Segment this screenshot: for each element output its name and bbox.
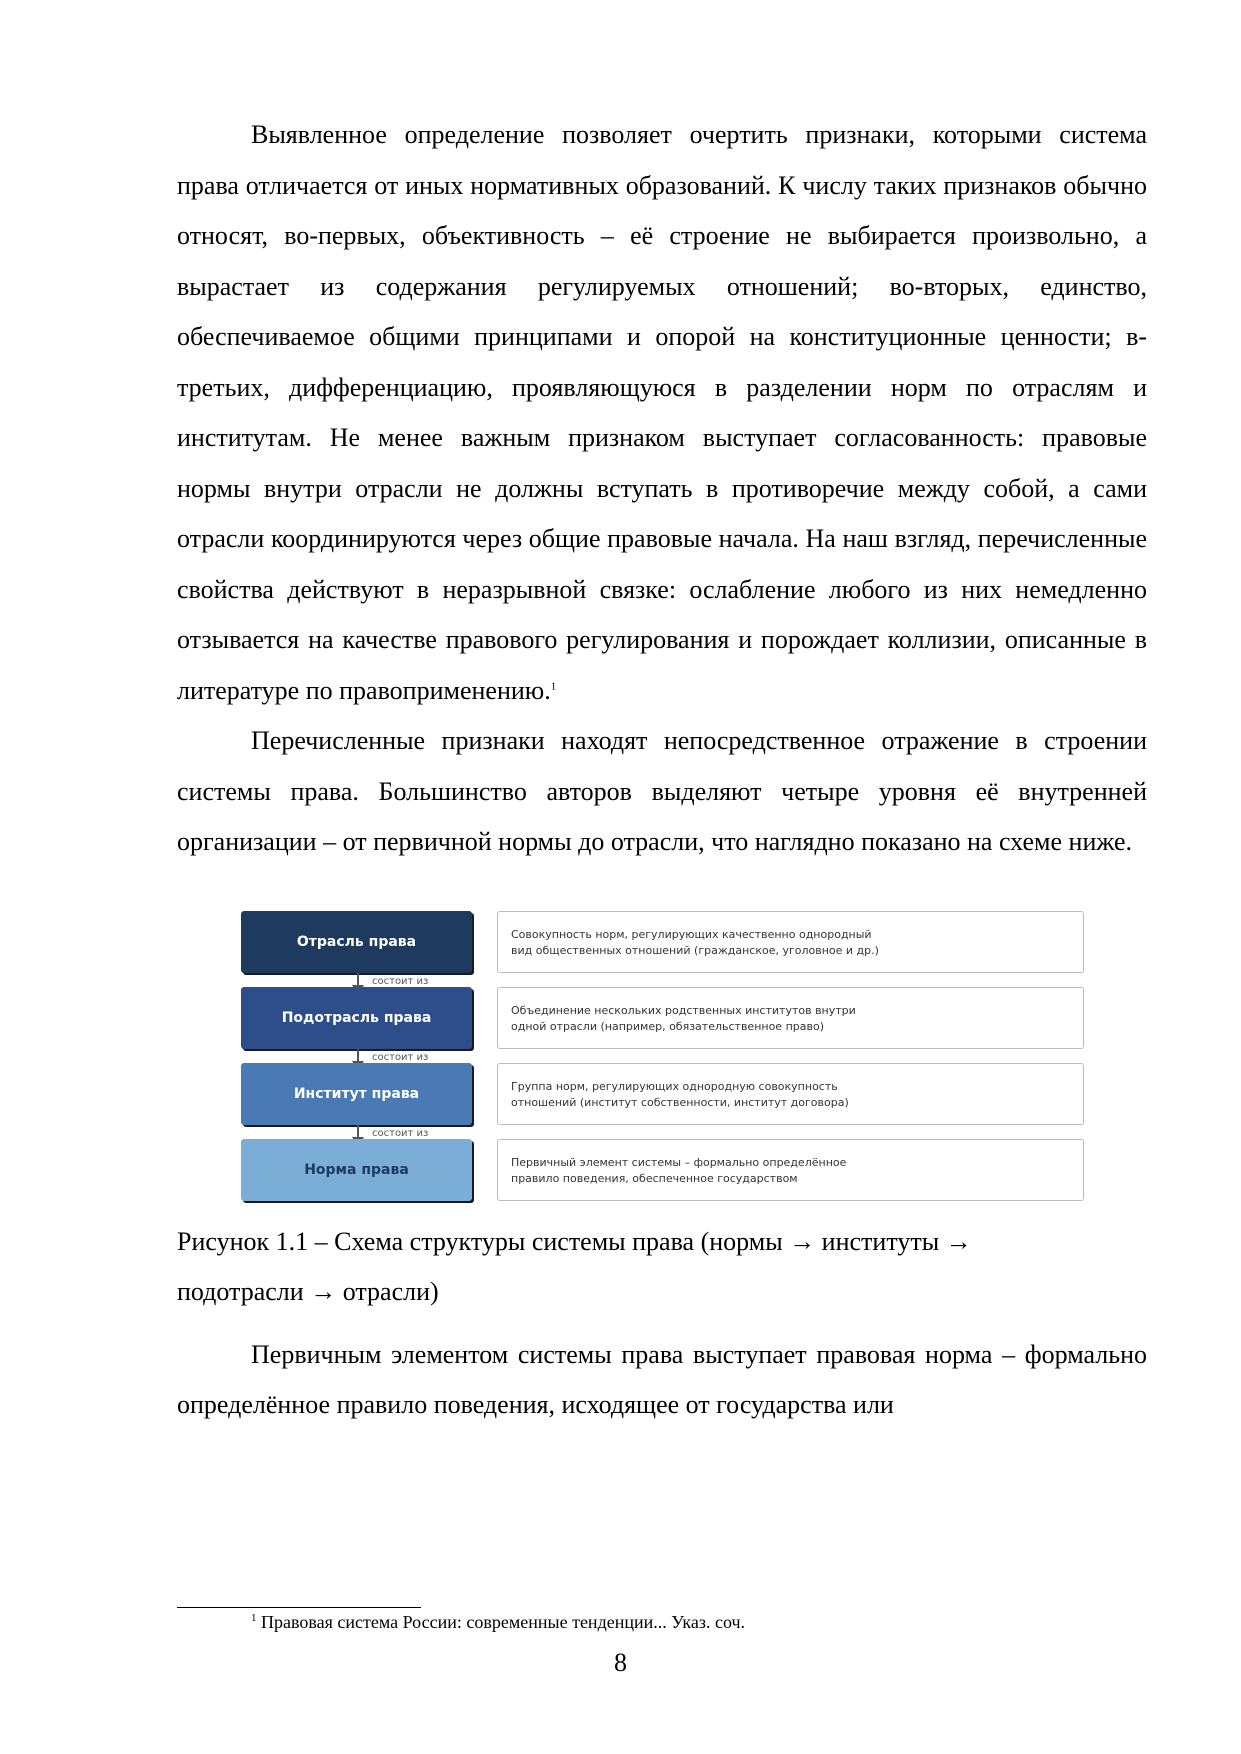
level-box-branch: Отрасль права xyxy=(241,911,472,973)
description-line: Группа норм, регулирующих однородную совокупность xyxy=(511,1079,838,1093)
caption-line-1: Рисунок 1.1 – Схема структуры системы права (нормы → институты → xyxy=(177,1226,972,1256)
description-line: вид общественных отношений (гражданское, уголовное и др.) xyxy=(511,943,879,957)
description-line: одной отрасли (например, обязательственное право) xyxy=(511,1019,824,1033)
figure-caption xyxy=(177,1217,1147,1318)
footnote-reference[interactable]: 1 xyxy=(550,679,557,692)
level-description-branch xyxy=(497,911,1084,973)
description-line: Объединение нескольких родственных институтов внутри xyxy=(511,1003,856,1017)
paragraph-2: Перечисленные признаки находят непосредственное отражение в строении системы права. Большинство авторов выделяют четыре уровня её внутренней организации – от первичной нормы до отрасли, что наглядно показано на схеме ниже. xyxy=(177,726,1147,856)
page-number: 8 xyxy=(614,1648,627,1677)
level-description-subbranch xyxy=(497,987,1084,1049)
level-box-institution: Институт права xyxy=(241,1063,472,1125)
connector-label: состоит из xyxy=(372,1127,429,1139)
page-body xyxy=(177,110,1147,1431)
description-line: отношений (институт собственности, институт договора) xyxy=(511,1095,849,1109)
connector-label: состоит из xyxy=(372,1051,429,1063)
footnote-text: Правовая система России: современные тенденции... Указ. соч. xyxy=(261,1612,746,1632)
level-box-norm: Норма права xyxy=(241,1139,472,1201)
caption-line-2: подотрасли → отрасли) xyxy=(177,1277,439,1306)
level-box-subbranch: Подотрасль права xyxy=(241,987,472,1049)
footnote-number: 1 xyxy=(251,1612,257,1624)
footnote xyxy=(251,1612,745,1633)
description-line: Первичный элемент системы – формально определённое xyxy=(511,1155,847,1169)
paragraph-1 xyxy=(177,110,1147,716)
connector-label: состоит из xyxy=(372,975,429,987)
level-description-institution xyxy=(497,1063,1084,1125)
level-description-norm xyxy=(497,1139,1084,1201)
footnote-separator xyxy=(177,1607,421,1608)
description-line: Совокупность норм, регулирующих качественно однородный xyxy=(511,927,872,941)
description-line: правило поведения, обеспеченное государством xyxy=(511,1171,798,1185)
structure-diagram xyxy=(177,911,1147,1201)
paragraph-3: Первичным элементом системы права выступает правовая норма – формально определённое правило поведения, исходящее от государства или xyxy=(177,1339,1147,1419)
paragraph-1-text: Выявленное определение позволяет очертить признаки, которыми система права отличается от иных нормативных образований. К числу таких признаков обычно относят, во-первых, объективность – её строение не выбирается произвольно, а вырастает из содержания регулируемых отношений; во-вторых, единство, обеспечиваемое общими принципами и опорой на конституционные ценности; в-третьих, дифференциацию, проявляющуюся в разделении норм по отраслям и институтам. Не менее важным признаком выступает согласованность: правовые нормы внутри отрасли не должны вступать в противоречие между собой, а сами отрасли координируются через общие правовые начала. На наш взгляд, перечисленные свойства действуют в неразрывной связке: ослабление любого из них немедленно отзывается на качестве правового регулирования и порождает коллизии, описанные в литературе по правоприменению. xyxy=(177,120,1147,705)
